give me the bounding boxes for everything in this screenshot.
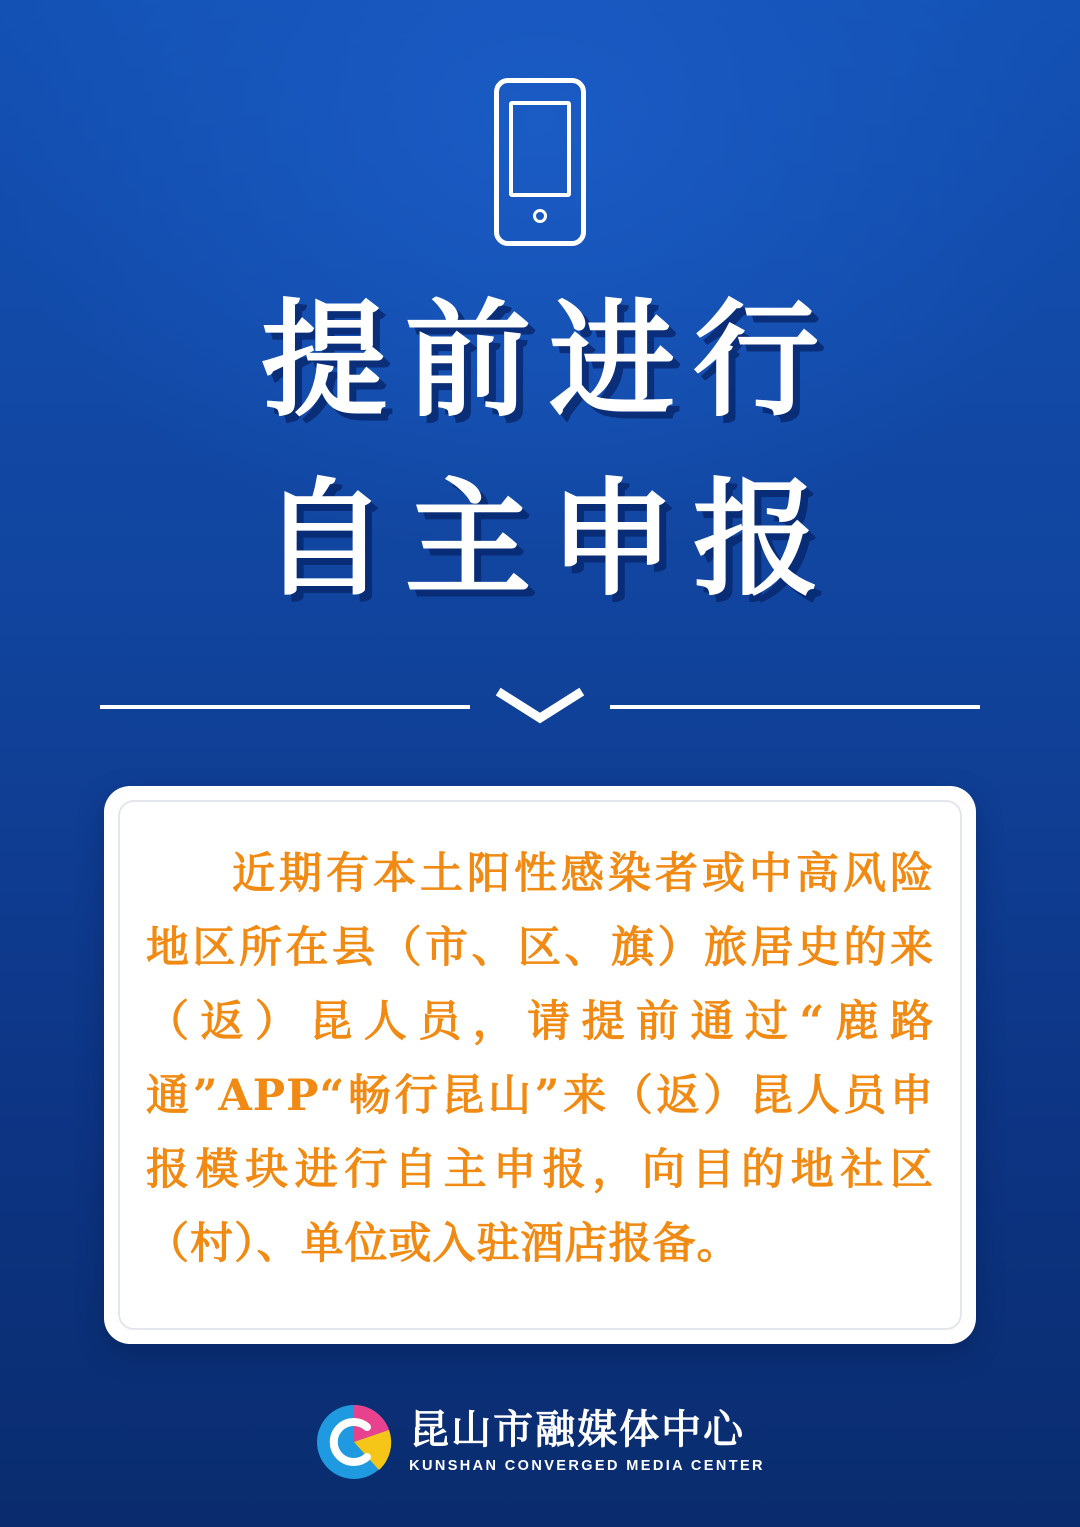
divider-rule-left [100,705,470,709]
divider-rule-right [610,705,980,709]
kunshan-media-logo-mark [315,1403,393,1481]
headline-line-1: 提前进行 [261,287,837,434]
smartphone-screen [509,101,571,197]
smartphone-home-button [533,209,547,223]
notice-card [104,786,976,1344]
headline [0,272,1080,630]
footer-logo [0,1403,1080,1481]
footer-name-en: KUNSHAN CONVERGED MEDIA CENTER [409,1458,765,1475]
headline-line-2: 自主申报 [261,465,837,613]
notice-body-text: 近期有本土阳性感染者或中高风险地区所在县（市、区、旗）旅居史的来（返）昆人员，请提前通过“鹿路通”APP“畅行昆山”来（返）昆人员申报模块进行自主申报，向目的地社区（村）、单位或入驻酒店报备。 [146,849,934,1269]
footer-wordmark [409,1408,765,1475]
footer-name-cn: 昆山市融媒体中心 [409,1407,746,1454]
chevron-down-icon [470,686,610,728]
divider [0,686,1080,728]
smartphone-icon [494,78,586,246]
